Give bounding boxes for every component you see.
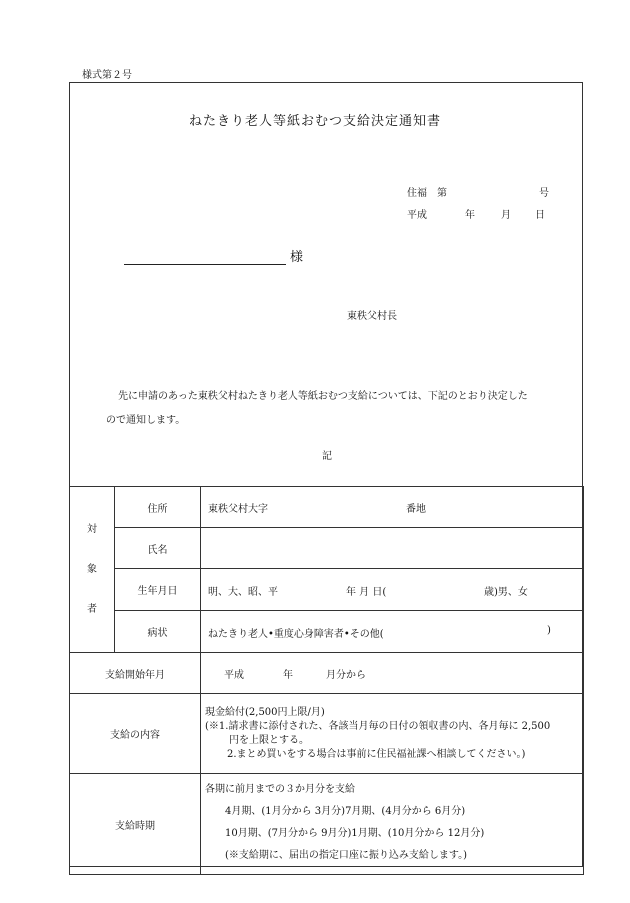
doc-era: 平成 xyxy=(407,210,427,221)
body-text xyxy=(106,385,582,433)
birth-cell[interactable] xyxy=(201,569,584,611)
birth-age-sex: 歳)男、女 xyxy=(484,587,528,598)
form-number: 様式第２号 xyxy=(82,70,132,81)
sender: 東秩父村長 xyxy=(347,311,397,322)
timing-line-2: 4月期、(1月分から 3月分)7月期、(4月分から 6月分) xyxy=(225,806,466,817)
address-cell[interactable] xyxy=(201,487,584,528)
content-line-3: 円を上限とする。 xyxy=(229,734,309,746)
address-value: 東秩父村大字 xyxy=(208,504,268,515)
address-banchi: 番地 xyxy=(406,504,426,515)
subject-char-1: 対 xyxy=(87,523,97,535)
content-label: 支給の内容 xyxy=(70,694,201,774)
condition-close: ) xyxy=(547,625,551,636)
start-cell[interactable] xyxy=(201,653,584,694)
condition-cell[interactable] xyxy=(201,611,584,653)
birth-ymd: 年 月 日( xyxy=(346,587,387,598)
address-label: 住所 xyxy=(115,487,201,528)
subject-char-2: 象 xyxy=(87,563,97,575)
addressee xyxy=(124,246,303,265)
timing-line-4: (※支給期に、届出の指定口座に振り込み支給します。) xyxy=(225,850,468,861)
content-line-2: (※1.請求書に添付された、各該当月毎の日付の領収書の内、各月毎に 2,500 xyxy=(205,720,551,732)
ki-marker: 記 xyxy=(322,451,332,462)
name-cell[interactable] xyxy=(201,528,584,569)
document-number-block xyxy=(407,184,557,228)
timing-line-1: 各期に前月までの３か月分を支給 xyxy=(205,784,355,795)
details-table xyxy=(69,486,583,875)
content-line-4: 2.まとめ買いをする場合は事前に住民福祉課へ相談してください。) xyxy=(227,748,526,760)
condition-label: 病状 xyxy=(115,611,201,653)
timing-label: 支給時期 xyxy=(70,774,201,875)
body-line-1: 先に申請のあった東秩父村ねたきり老人等紙おむつ支給については、下記のとおり決定した xyxy=(118,391,528,402)
doc-prefix: 住福 xyxy=(407,188,427,199)
timing-cell xyxy=(201,774,584,875)
timing-line-3: 10月期、(7月分から 9月分)1月期、(10月分から 12月分) xyxy=(225,828,485,839)
doc-dai: 第 xyxy=(437,188,447,199)
addressee-name-line[interactable] xyxy=(124,250,286,265)
doc-month: 月 xyxy=(501,210,511,221)
doc-year: 年 xyxy=(465,210,475,221)
addressee-suffix: 様 xyxy=(290,250,304,265)
start-era: 平成 xyxy=(224,670,244,681)
birth-eras: 明、大、昭、平 xyxy=(208,587,278,598)
start-year: 年 xyxy=(283,670,293,681)
name-label: 氏名 xyxy=(115,528,201,569)
document-title: ねたきり老人等紙おむつ支給決定通知書 xyxy=(188,114,441,129)
subject-column xyxy=(70,487,115,653)
doc-day: 日 xyxy=(535,210,545,221)
birth-label: 生年月日 xyxy=(115,569,201,611)
condition-value: ねたきり老人•重度心身障害者•その他( xyxy=(208,629,384,640)
start-month: 月分から xyxy=(326,670,366,681)
content-cell xyxy=(201,694,584,774)
doc-go: 号 xyxy=(539,188,549,199)
body-line-2: ので通知します。 xyxy=(106,415,186,426)
start-label: 支給開始年月 xyxy=(70,653,201,694)
content-line-1: 現金給付(2,500円上限/月) xyxy=(205,706,325,718)
subject-char-3: 者 xyxy=(87,603,97,615)
